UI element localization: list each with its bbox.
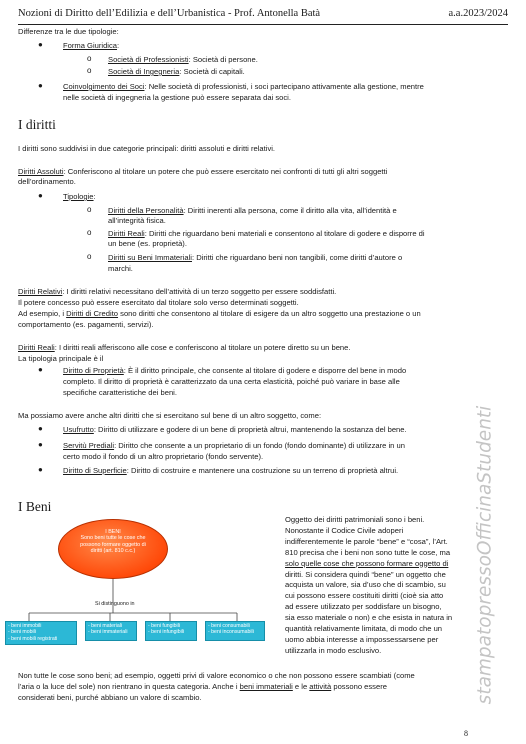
beni-text-line: indifferentemente le parole “bene” e “cosa”, l’Art. [285,536,448,546]
prop-line-3: specifiche caratteristiche dei beni. [63,388,177,397]
bullet-icon: ● [38,365,43,374]
usufrutto-text: : Diritto di utilizzare e godere di un bene di proprietà altrui, mantenendo la sostanza del bene. [93,425,407,434]
beni-bottom-line-3: considerati beni, purché abbiano un valore di scambio. [18,693,202,702]
bottom-post: possono essere [331,682,387,691]
beni-text-line: Oggetto dei diritti patrimoniali sono i beni. [285,515,425,524]
page-number: 8 [464,729,468,738]
bullet-icon: ● [38,465,43,474]
page-header [18,6,508,25]
imm-label: Diritti su Beni Immateriali [108,253,192,262]
box-item: - beni mobili [8,629,36,636]
esempio-line-1 [18,309,421,319]
bottom-immateriali: beni immateriali [239,682,293,691]
bottom-pre: l’aria o la luce del sole) non rientrano in questa categoria. Anche i [18,682,240,691]
beni-category-box [205,621,265,641]
oval-line: Sono beni tutte le cose che [80,535,146,542]
reali2-label: Diritti Reali [18,343,55,352]
si-distinguono-label: Si distinguono in [95,601,135,607]
pers-line-1 [108,206,397,216]
section-heading-beni: I Beni [18,499,52,514]
beni-text-line: solo quelle cose che possono formare oggetto di [285,558,449,568]
prop-line-2: completo. Il diritto di proprietà è caratterizzato da una certa elasticità, poiché può variare in base alle [63,377,400,386]
oval-line: diritti (art. 810 c.c.) [90,548,136,555]
assoluti-line-2: dell’ordinamento. [18,177,76,186]
box-item: - beni mobili registrati [8,635,58,642]
soc-ing-label: Società di Ingegneria [108,67,180,76]
altri-line: Ma possiamo avere anche altri diritti che si esercitano sul bene di un altro soggetto, come: [18,411,322,420]
box-item: - beni immobili [8,623,42,629]
diritti-intro: I diritti sono suddivisi in due categorie principali: diritti assoluti e diritti relativi. [18,144,276,153]
superficie-text: : Diritto di costruire e mantenere una costruzione su un terreno di proprietà altrui. [126,466,399,475]
forma-giuridica [63,41,119,51]
watermark-text: stampatopressoOfficinaStudenti [474,405,496,705]
prop-text: : È il diritto principale, che consente al titolare di godere e disporre del bene in modo [123,366,407,375]
box-item: - beni consumabili [208,623,250,629]
reali-label: Diritti Reali [108,229,145,238]
prop-label: Diritto di Proprietà [63,366,124,375]
reali-line-2: un bene (es. proprietà). [108,239,187,248]
circle-bullet-icon: o [87,228,92,237]
beni-description [285,515,475,657]
beni-text-line: utilizzarla in modo esclusivo. [285,645,382,655]
relativi-text: : I diritti relativi necessitano dell’attività di un terzo soggetto per essere soddisfatti. [62,287,337,296]
soc-ing-line [108,67,245,77]
imm-text: : Diritti che riguardano beni non tangibili, come diritti d’autore o [191,253,403,262]
tipologia-principale: La tipologia principale è il [18,354,104,363]
circle-bullet-icon: o [87,252,92,261]
assoluti-label: Diritti Assoluti [18,167,64,176]
bullet-icon: ● [38,81,43,90]
esempio-pre: Ad esempio, i [18,309,67,318]
beni-category-box [5,621,77,645]
coinv-text: : Nelle società di professionisti, i soci partecipano attivamente alla gestione, mentre [144,82,424,91]
beni-diagram [5,517,267,647]
pers-line-2: all’integrità fisica. [108,216,166,225]
oval-title: I BENI [105,529,121,535]
box-item: - beni fungibili [148,623,181,629]
assoluti-line-1 [18,167,387,177]
box-item: - beni infungibili [148,629,185,636]
bottom-mid: e le [292,682,310,691]
forma-label: Forma Giuridica [63,41,118,50]
circle-bullet-icon: o [87,66,92,75]
assoluti-text: : Conferiscono al titolare un potere che può essere esercitato nei confronti di tutti gli altri soggetti [63,167,388,176]
servitu-text: : Diritto che consente a un proprietario di un fondo (fondo dominante) di utilizzare in un [114,441,405,450]
bullet-icon: ● [38,191,43,200]
beni-text-line: ad essere utilizzato per soddisfare un bisogno, [285,602,442,612]
circle-bullet-icon: o [87,54,92,63]
beni-bottom-line-2 [18,682,387,692]
servitu-label: Servitù Prediali [63,441,115,450]
beni-text-line: sia esso materiale o non) e che esista in natura in [285,613,453,623]
header-year: a.a.2023/2024 [448,8,508,19]
potere-line: Il potere concesso può essere esercitato dal titolare solo verso determinati soggetti. [18,298,299,307]
prop-line-1 [63,366,406,376]
soc-prof-text: : Società di persone. [188,55,258,64]
bottom-attivita: attività [309,682,332,691]
beni-text-line: 810 precisa che i beni non sono tutte le cose, ma [285,547,451,557]
reali-text: : Diritti che riguardano beni materiali e consentono al titolare di godere e disporre di [144,229,425,238]
intro-line: Differenze tra le due tipologie: [18,27,119,36]
pers-text: : Diritti inerenti alla persona, come il diritto alla vita, all’identità e [183,206,397,215]
beni-oval [58,519,168,579]
beni-bottom-line-1: Non tutte le cose sono beni; ad esempio, oggetti privi di valore economico o che non possono essere scambiati (come [18,671,415,680]
esempio-post: sono diritti che consentono al titolare di esigere da un altro soggetto una prestazione o un [118,309,421,318]
bullet-icon: ● [38,424,43,433]
box-item: - beni inconsumabili [208,629,254,636]
bullet-icon: ● [38,40,43,49]
beni-text-line: diritti. Si considera quindi “bene” un oggetto che [285,569,446,579]
imm-line-2: marchi. [108,264,133,273]
tipologie-line [63,192,96,202]
beni-text-line: uomo abbia interesse a impossessarsene per [285,634,439,644]
soc-prof-line [108,55,258,65]
usufrutto-label: Usufrutto [63,425,94,434]
servitu-line-1 [63,441,405,451]
reali-line-1 [108,229,425,239]
beni-text-line: quantità relativamente limitata, di modo che un [285,624,443,634]
section-heading-diritti: I diritti [18,117,56,132]
relativi-line [18,287,336,297]
coinv-line-1 [63,82,424,92]
circle-bullet-icon: o [87,205,92,214]
beni-text-line: cui possono essere costituiti diritti (cioè sia atto [285,591,444,601]
coinv-line-2: nelle società di ingegneria la gestione può essere separata dai soci. [63,93,291,102]
usufrutto-line [63,425,407,435]
pers-label: Diritti della Personalità [108,206,184,215]
beni-category-box [85,621,137,641]
reali2-text: : I diritti reali afferiscono alle cose e conferiscono al titolare un potere diretto su un bene. [54,343,351,352]
servitu-line-2: certo modo il fondo di un altro proprietario (fondo servente). [63,452,264,461]
bullet-icon: ● [38,440,43,449]
esempio-line-2: comportamento (es. pagamenti, servizi). [18,320,154,329]
watermark [470,405,500,705]
coinv-label: Coinvolgimento dei Soci [63,82,145,91]
relativi-label: Diritti Relativi [18,287,63,296]
soc-prof-label: Società di Professionisti [108,55,189,64]
credito-label: Diritti di Credito [66,309,119,318]
oval-line: possono formare oggetto di [80,541,146,548]
forma-colon: : [117,41,120,50]
beni-text-line: acquista un valore, sia d’uso che di scambio, su [285,580,446,590]
beni-category-box [145,621,197,641]
tipologie-colon: : [93,192,96,201]
soc-ing-text: : Società di capitali. [179,67,245,76]
tipologie-label: Tipologie [63,192,94,201]
box-item: - beni immateriali [88,629,128,636]
beni-text-line: Nonostante il Codice Civile adoperi [285,525,404,535]
superficie-label: Diritto di Superficie [63,466,127,475]
header-title: Nozioni di Diritto dell’Edilizia e dell’Urbanistica - Prof. Antonella Batà [18,8,321,19]
imm-line-1 [108,253,402,263]
superficie-line [63,466,398,476]
reali2-line [18,343,350,353]
box-item: - beni materiali [88,623,123,629]
